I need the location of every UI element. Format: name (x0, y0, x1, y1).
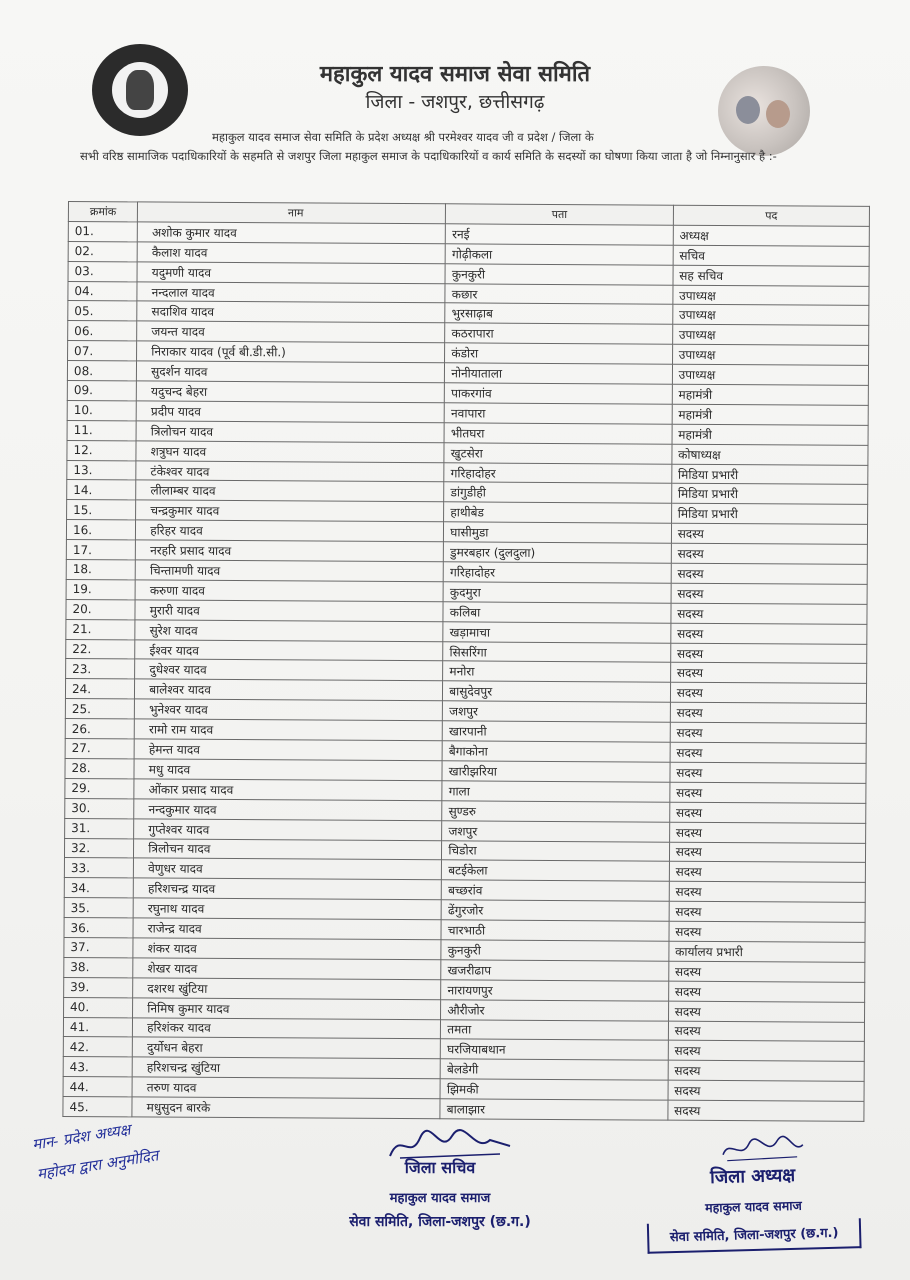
cell-serial: 36. (64, 918, 133, 938)
cell-serial: 44. (63, 1077, 132, 1097)
cell-address: कलिबा (443, 602, 671, 623)
president-org: महाकुल यादव समाज (704, 1197, 802, 1216)
cell-address: नवापारा (444, 403, 672, 424)
cell-name: चन्द्रकुमार यादव (136, 500, 444, 522)
cell-post: उपाध्यक्ष (673, 285, 869, 306)
page-subtitle: जिला - जशपुर, छत्तीसगढ़ (365, 91, 545, 113)
cell-serial: 04. (68, 281, 137, 301)
secretary-stamp (320, 1122, 560, 1231)
cell-name: जयन्त यादव (137, 321, 445, 343)
cell-serial: 07. (68, 341, 137, 361)
cell-address: खुटसेरा (444, 442, 672, 463)
cell-serial: 19. (66, 579, 135, 599)
cell-address: कंडोरा (445, 343, 673, 364)
cell-address: पाकरगांव (445, 383, 673, 404)
cell-serial: 37. (64, 937, 133, 957)
cell-post: उपाध्यक्ष (672, 364, 868, 385)
cell-address: कुनकुरी (441, 940, 669, 961)
cell-address: झिमकी (440, 1079, 668, 1100)
header-address: पता (446, 204, 674, 225)
cell-post: सदस्य (668, 1041, 864, 1062)
cell-serial: 14. (67, 480, 136, 500)
cell-post: सचिव (673, 245, 869, 266)
cell-address: कुनकुरी (445, 263, 673, 284)
cell-address: नारायणपुर (441, 980, 669, 1001)
cell-post: उपाध्यक्ष (672, 344, 868, 365)
cell-name: लीलाम्बर यादव (136, 480, 444, 502)
cell-post: सदस्य (668, 1080, 864, 1101)
cell-post: सदस्य (670, 702, 866, 723)
cell-name: सदाशिव यादव (137, 301, 445, 323)
cell-post: सदस्य (671, 603, 867, 624)
cell-post: सदस्य (670, 742, 866, 763)
cell-post: उपाध्यक्ष (672, 305, 868, 326)
cell-post: सदस्य (669, 921, 865, 942)
cell-post: सदस्य (669, 802, 865, 823)
cell-name: चिन्तामणी यादव (135, 560, 443, 582)
cell-address: चिडोरा (442, 840, 670, 861)
intro-paragraph (80, 128, 850, 166)
cell-address: बालाझार (440, 1099, 668, 1120)
cell-serial: 45. (63, 1097, 132, 1117)
cell-post: मिडिया प्रभारी (671, 504, 867, 525)
cell-serial: 41. (63, 1017, 132, 1037)
header-name: नाम (138, 202, 446, 224)
cell-serial: 17. (66, 540, 135, 560)
cell-address: कुदमुरा (443, 582, 671, 603)
cell-address: तमता (441, 1019, 669, 1040)
cell-post: सदस्य (671, 523, 867, 544)
cell-name: नरहरि प्रसाद यादव (136, 540, 444, 562)
cell-post: सदस्य (669, 901, 865, 922)
cell-name: ओंकार प्रसाद यादव (134, 779, 442, 801)
cell-address: खड़ामाचा (443, 622, 671, 643)
cell-serial: 06. (68, 321, 137, 341)
cell-serial: 30. (65, 798, 134, 818)
cell-serial: 33. (64, 858, 133, 878)
cell-address: रनई (446, 224, 674, 245)
cell-address: गरिहादोहर (444, 462, 672, 483)
cell-name: शेखर यादव (133, 958, 441, 980)
cell-serial: 28. (65, 758, 134, 778)
cell-post: सदस्य (670, 762, 866, 783)
cell-address: गाला (442, 781, 670, 802)
cell-serial: 24. (65, 679, 134, 699)
cell-serial: 13. (67, 460, 136, 480)
cell-serial: 43. (63, 1057, 132, 1077)
cell-serial: 32. (64, 838, 133, 858)
cell-serial: 23. (66, 659, 135, 679)
cell-post: सदस्य (671, 563, 867, 584)
cell-address: जशपुर (443, 701, 671, 722)
cell-address: कठरापारा (445, 323, 673, 344)
cell-serial: 34. (64, 878, 133, 898)
president-title: जिला अध्यक्ष (709, 1164, 796, 1189)
cell-address: गरिहादोहर (443, 562, 671, 583)
cell-name: प्रदीप यादव (136, 401, 444, 423)
cell-name: राजेन्द्र यादव (133, 918, 441, 940)
cell-serial: 15. (67, 500, 136, 520)
cell-name: रामो राम यादव (134, 719, 442, 741)
cell-serial: 01. (68, 221, 137, 241)
page-title: महाकुल यादव समाज सेवा समिति (319, 62, 591, 87)
cell-post: कार्यालय प्रभारी (669, 941, 865, 962)
cell-post: अध्यक्ष (673, 225, 869, 246)
cell-name: मधु यादव (134, 759, 442, 781)
cell-name: गुप्तेश्वर यादव (134, 819, 442, 841)
cell-serial: 38. (64, 957, 133, 977)
handnote-line-2: महोदय द्वारा अनुमोदित (35, 1146, 160, 1184)
cell-serial: 20. (66, 599, 135, 619)
cell-name: यदुमणी यादव (137, 262, 445, 284)
cell-name: मुरारी यादव (135, 600, 443, 622)
cell-post: सदस्य (668, 1021, 864, 1042)
cell-name: तरुण यादव (132, 1077, 440, 1099)
cell-name: मधुसुदन बारके (132, 1097, 440, 1119)
cell-serial: 42. (63, 1037, 132, 1057)
cell-serial: 03. (68, 261, 137, 281)
president-location: सेवा समिति, जिला-जशपुर (छ.ग.) (647, 1218, 862, 1254)
secretary-org: महाकुल यादव समाज (389, 1191, 491, 1206)
cell-post: सदस्य (671, 583, 867, 604)
cell-address: जशपुर (442, 820, 670, 841)
cell-post: सदस्य (669, 822, 865, 843)
cell-address: औरीजोर (441, 999, 669, 1020)
president-signature (717, 1133, 808, 1171)
cell-name: दुर्योधन बेहरा (133, 1037, 441, 1059)
cell-post: महामंत्री (672, 424, 868, 445)
cell-name: नन्दकुमार यादव (134, 799, 442, 821)
cell-post: मिडिया प्रभारी (671, 484, 867, 505)
cell-post: सदस्य (670, 683, 866, 704)
cell-name: निराकार यादव (पूर्व बी.डी.सी.) (137, 341, 445, 363)
cell-serial: 02. (68, 241, 137, 261)
cell-name: त्रिलोचन यादव (136, 421, 444, 443)
cell-address: डुमरबहार (दुलदुला) (444, 542, 672, 563)
cell-serial: 31. (65, 818, 134, 838)
cell-name: कैलाश यादव (137, 242, 445, 264)
header-serial: क्रमांक (68, 202, 137, 222)
cell-name: निमिष कुमार यादव (133, 998, 441, 1020)
cell-name: हरिशचन्द्र यादव (133, 878, 441, 900)
cell-address: खारपानी (443, 721, 671, 742)
cell-name: सुदर्शन यादव (137, 361, 445, 383)
table-body (63, 221, 869, 1121)
cell-name: सुरेश यादव (135, 620, 443, 642)
cell-name: नन्दलाल यादव (137, 281, 445, 303)
cell-name: वेणुधर यादव (134, 858, 442, 880)
cell-serial: 39. (64, 977, 133, 997)
secretary-location: सेवा समिति, जिला-जशपुर (छ.ग.) (349, 1214, 531, 1230)
cell-post: सदस्य (671, 623, 867, 644)
cell-serial: 09. (67, 381, 136, 401)
cell-serial: 22. (66, 639, 135, 659)
cell-post: कोषाध्यक्ष (672, 444, 868, 465)
cell-address: मनोरा (443, 661, 671, 682)
cell-post: महामंत्री (672, 384, 868, 405)
cell-post: सदस्य (668, 961, 864, 982)
intro-line-2: सभी वरिष्ठ सामाजिक पदाधिकारियों के सहमति से जशपुर जिला महाकुल समाज के पदाधिकारियों व कार्य समिति के सदस्यों का घोषणा किया जाता है जो निम्नानुसार है :- (80, 149, 777, 163)
cell-serial: 21. (66, 619, 135, 639)
cell-address: कछार (445, 283, 673, 304)
cell-name: हरिहर यादव (136, 520, 444, 542)
cell-post: मिडिया प्रभारी (672, 464, 868, 485)
cell-serial: 08. (67, 361, 136, 381)
cell-serial: 35. (64, 898, 133, 918)
cell-name: हरिशंकर यादव (133, 1017, 441, 1039)
cell-address: भीतघरा (444, 423, 672, 444)
cell-post: सदस्य (669, 881, 865, 902)
cell-address: नोनीयाताला (445, 363, 673, 384)
cell-serial: 40. (64, 997, 133, 1017)
cell-name: ईश्वर यादव (135, 640, 443, 662)
cell-name: शत्रुघन यादव (136, 441, 444, 463)
cell-serial: 05. (68, 301, 137, 321)
cell-post: सह सचिव (673, 265, 869, 286)
cell-post: सदस्य (669, 842, 865, 863)
cell-name: यदुचन्द बेहरा (137, 381, 445, 403)
cell-name: अशोक कुमार यादव (137, 222, 445, 244)
cell-address: बासुदेवपुर (443, 681, 671, 702)
cell-address: डांगुडीही (444, 482, 672, 503)
cell-post: महामंत्री (672, 404, 868, 425)
cell-post: सदस्य (668, 1100, 864, 1121)
cell-name: त्रिलोचन यादव (134, 838, 442, 860)
cell-post: सदस्य (670, 643, 866, 664)
cell-address: गोढ़ीकला (445, 244, 673, 265)
cell-post: सदस्य (668, 981, 864, 1002)
intro-line-1: महाकुल यादव समाज सेवा समिति के प्रदेश अध्यक्ष श्री परमेश्वर यादव जी व प्रदेश / जिला के (212, 130, 594, 144)
secretary-signature (320, 1122, 560, 1160)
cell-name: टंकेश्वर यादव (136, 460, 444, 482)
cell-address: हाथीबेड (444, 502, 672, 523)
cell-address: खजरीढाप (441, 960, 669, 981)
cell-serial: 12. (67, 440, 136, 460)
cell-serial: 25. (65, 699, 134, 719)
cell-post: सदस्य (670, 782, 866, 803)
cell-address: बच्छरांव (442, 880, 670, 901)
cell-post: सदस्य (669, 862, 865, 883)
cell-address: सुण्डरु (442, 801, 670, 822)
cell-address: बटईकेला (442, 860, 670, 881)
cell-name: दुधेश्वर यादव (135, 659, 443, 681)
cell-serial: 16. (66, 520, 135, 540)
president-stamp (644, 1127, 861, 1253)
cell-name: करुणा यादव (135, 580, 443, 602)
header-post: पद (673, 205, 869, 226)
cell-name: दशरथ खुंटिया (133, 978, 441, 1000)
handnote-line-1: मान- प्रदेश अध्यक्ष (30, 1120, 132, 1154)
cell-address: बैगाकोना (442, 741, 670, 762)
cell-address: भुरसाढ़ाब (445, 303, 673, 324)
cell-post: उपाध्यक्ष (672, 325, 868, 346)
members-table (62, 201, 870, 1122)
cell-name: शंकर यादव (133, 938, 441, 960)
secretary-title: जिला सचिव (404, 1158, 476, 1177)
cell-name: भुनेश्वर यादव (135, 699, 443, 721)
cell-serial: 27. (65, 739, 134, 759)
cell-address: घासीमुडा (444, 522, 672, 543)
cell-post: सदस्य (670, 663, 866, 684)
cell-address: ढेंगुरजोर (441, 900, 669, 921)
cell-address: चारभाठी (441, 920, 669, 941)
cell-serial: 11. (67, 420, 136, 440)
cell-name: हरिशचन्द्र खुंटिया (132, 1057, 440, 1079)
cell-name: हेमन्त यादव (134, 739, 442, 761)
cell-address: घरजियाबथान (441, 1039, 669, 1060)
cell-serial: 26. (65, 719, 134, 739)
cell-serial: 10. (67, 400, 136, 420)
cell-address: बेलडेगी (440, 1059, 668, 1080)
cell-address: खारीझरिया (442, 761, 670, 782)
cell-post: सदस्य (671, 543, 867, 564)
cell-post: सदस्य (670, 722, 866, 743)
cell-name: रघुनाथ यादव (133, 898, 441, 920)
cell-name: बालेश्वर यादव (135, 679, 443, 701)
cell-post: सदस्य (668, 1060, 864, 1081)
cell-post: सदस्य (668, 1001, 864, 1022)
cell-address: सिसरिंगा (443, 641, 671, 662)
cell-serial: 18. (66, 560, 135, 580)
cell-serial: 29. (65, 778, 134, 798)
